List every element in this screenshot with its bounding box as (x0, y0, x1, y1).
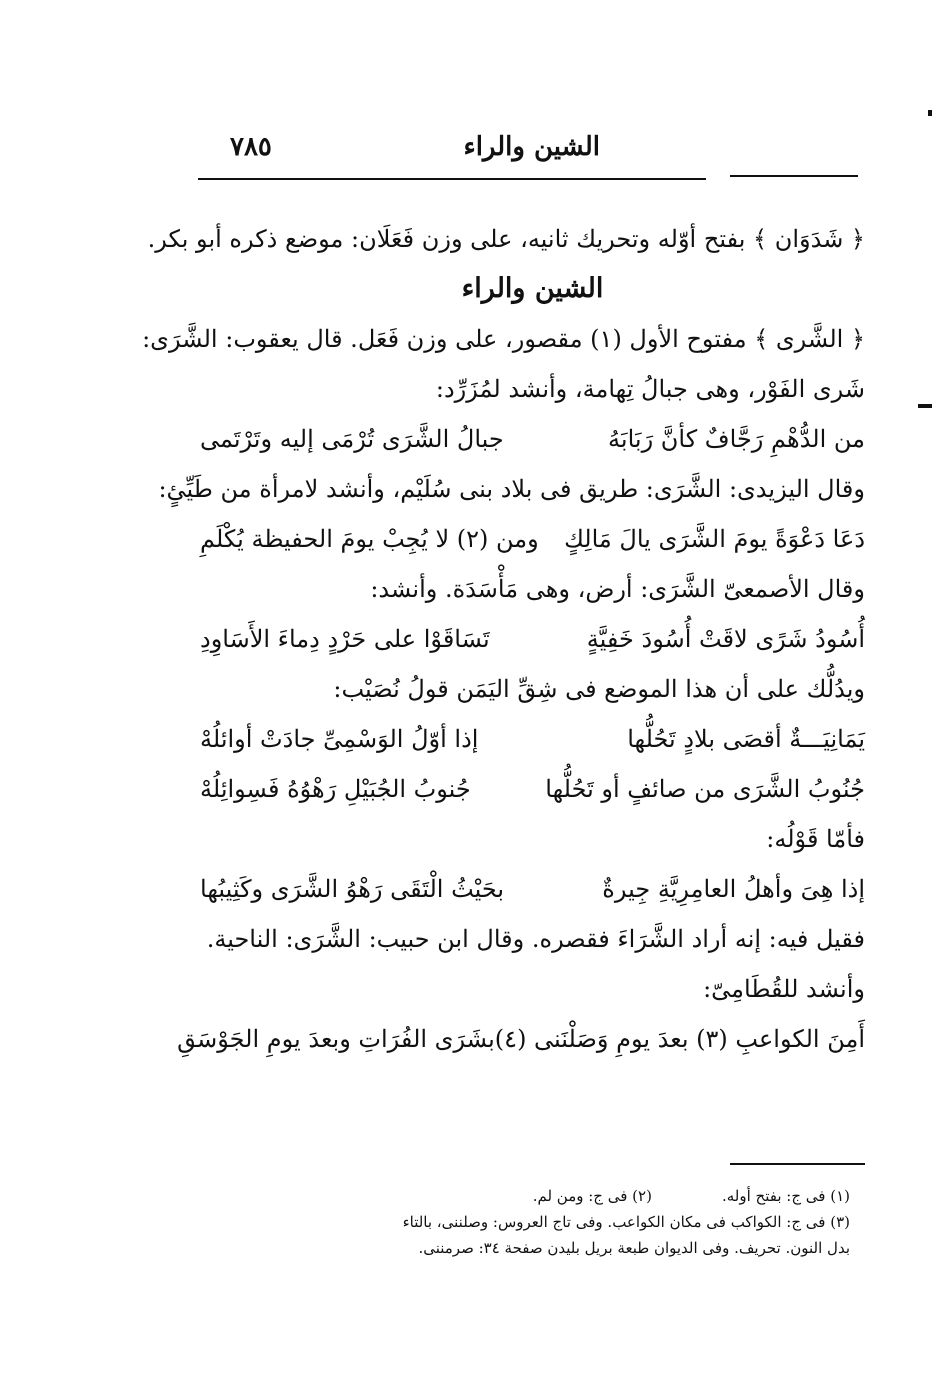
text-line: وأنشد للقُطَامِىّ: (703, 975, 865, 1003)
header-rule (198, 178, 706, 180)
running-title: الشين والراء (463, 132, 600, 162)
verse-hemistich-second: ومن (٢) لا يُجِبْ يومَ الحفيظة يُكْلَمِ (200, 525, 539, 553)
verse-line (200, 514, 865, 564)
page-number: ٧٨٥ (230, 132, 272, 162)
verse-line (200, 614, 865, 664)
header-rule-short (730, 175, 858, 177)
verse-hemistich-second: إذا أوّلُ الوَسْمِىِّ جادَتْ أوائلُهْ (200, 725, 479, 753)
text-line: وقال اليزيدى: الشَّرَى: طريق فى بلاد بنى سُلَيْم، وأنشد لامرأة من طَيِّئٍ: (158, 475, 865, 503)
footnote-row (230, 1183, 850, 1209)
footnote-3-continued: بدل النون. تحريف. وفى الديوان طبعة بريل بليدن صفحة ٣٤: صرمننى. (418, 1239, 850, 1257)
text-line: ﴿ الشَّرى ﴾ مفتوح الأول (١) مقصور، على وزن فَعَل. قال يعقوب: الشَّرَى: (142, 325, 865, 353)
footnote-rule (730, 1163, 865, 1165)
text-line: ويدُلُّك على أن هذا الموضع فى شِقِّ اليَمَن قولُ نُصَيْب: (333, 675, 865, 703)
verse-hemistich-second: جبالُ الشَّرَى تُرْمَى إليه وتَرْتَمى (200, 425, 504, 453)
footnote-1: (١) فى ج: بفتح أوله. (721, 1187, 850, 1205)
verse-hemistich-first: من الدُّهْمِ رَجَّافٌ كأنَّ رَبَابَهُ (608, 425, 865, 453)
scan-mark (928, 110, 932, 116)
text-line: وقال الأصمعىّ الشَّرَى: أرض، وهى مَأْسَدَة. وأنشد: (370, 575, 865, 603)
verse-hemistich-second: بشَرَى الفُرَاتِ وبعدَ يومِ الجَوْسَقِ (177, 1025, 495, 1053)
verse-hemistich-first: جُنُوبُ الشَّرَى من صائفٍ أو تَحُلُّها (545, 775, 865, 803)
verse-line (200, 414, 865, 464)
verse-line (200, 714, 865, 764)
footnote-3: (٣) فى ج: الكواكب فى مكان الكواعب. وفى تاج العروس: وصلننى، بالتاء (402, 1213, 850, 1231)
text-line: فأمّا قَوْلُه: (766, 825, 865, 853)
verse-hemistich-first: أُسُودُ شَرًى لاقَتْ أُسُودَ خَفِيَّةٍ (586, 625, 865, 653)
text-line: فقيل فيه: إنه أراد الشَّرَاءَ فقصره. وقال ابن حبيب: الشَّرَى: الناحية. (206, 925, 865, 953)
verse-hemistich-second: جُنوبُ الجُبَيْلِ رَهْوُهُ فَسِوائِلُهْ (200, 775, 471, 803)
footnotes (230, 1183, 850, 1261)
verse-hemistich-first: دَعَا دَعْوَةً يومَ الشَّرَى يالَ مَالِكٍ (564, 525, 865, 553)
verse-hemistich-second: بحَيْثُ الْتَقَى رَهْوُ الشَّرَى وكَثِيبُها (200, 875, 505, 903)
footnote-2: (٢) فى ج: ومن لم. (532, 1187, 652, 1205)
verse-hemistich-second: تَسَاقَوْا على حَرْدٍ دِماءَ الأَسَاوِدِ (200, 625, 490, 653)
main-text (142, 214, 865, 1064)
scan-mark (918, 404, 932, 408)
verse-hemistich-first: إذا هِىَ وأهلُ العامِرِيَّةِ جِيرةٌ (602, 875, 865, 903)
verse-hemistich-first: يَمَانِيَـــةٌ أقصَى بلادٍ تَحُلُّها (627, 725, 865, 753)
text-line: ﴿ شَدَوَان ﴾ بفتح أوّله وتحريك ثانيه، على وزن فَعَلَان: موضع ذكره أبو بكر. (147, 225, 865, 253)
section-heading: الشين والراء (461, 273, 604, 304)
verse-hemistich-first: أَمِنَ الكواعبِ (٣) بعدَ يومِ وَصَلْنَنى (٤) (494, 1025, 865, 1053)
verse-line (200, 764, 865, 814)
page-header (200, 128, 860, 168)
verse-line (200, 864, 865, 914)
verse-line (177, 1014, 865, 1064)
text-line: شَرى الفَوْر، وهى جبالُ تِهامة، وأنشد لمُزَرِّد: (435, 375, 865, 403)
